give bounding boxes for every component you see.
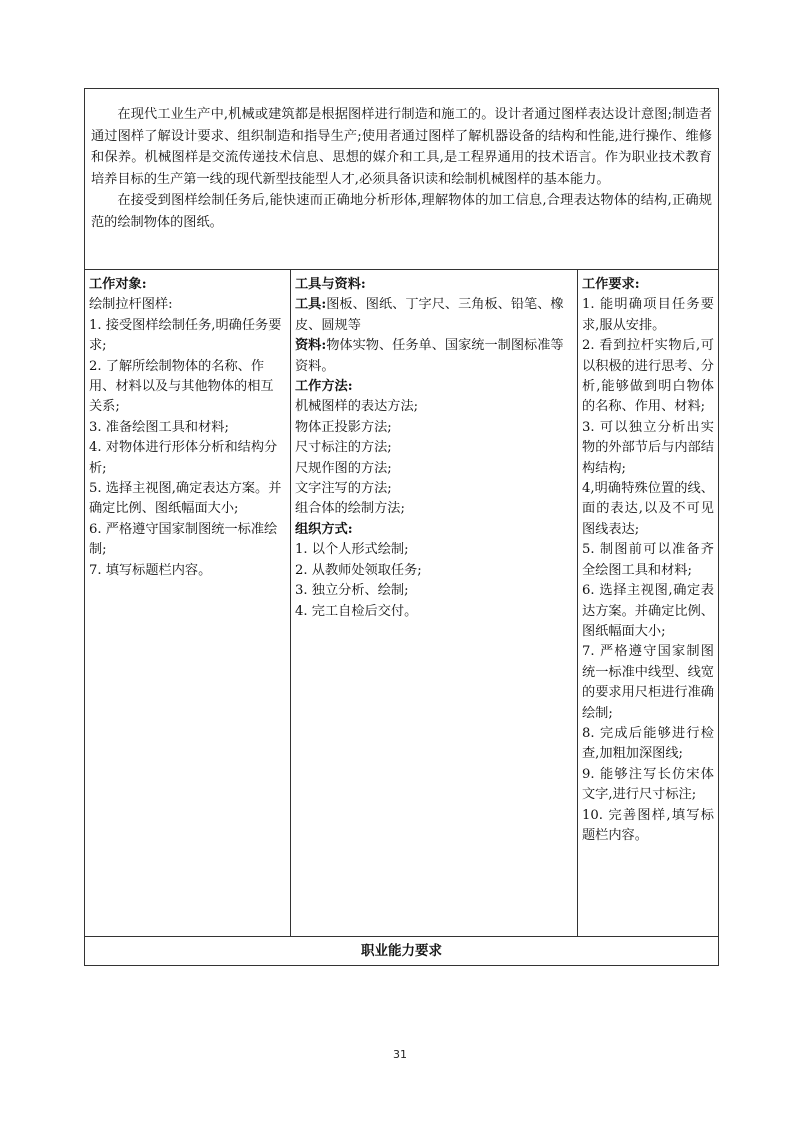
document-table	[84, 88, 719, 966]
competency-requirements-row	[85, 936, 718, 966]
requirement-item: 6. 选择主视图,确定表达方案。并确定比例、图纸幅面大小;	[582, 583, 714, 639]
work-object-line: 7. 填写标题栏内容。	[89, 562, 212, 578]
work-object-line: 6. 严格遵守国家制图统一标准绘制;	[89, 521, 278, 558]
org-item: 3. 独立分析、绘制;	[295, 583, 409, 599]
intro-paragraph-1: 在现代工业生产中,机械或建筑都是根据图样进行制造和施工的。设计者通过图样表达设计意图;制造者通过图样了解设计要求、组织制造和指导生产;使用者通过图样了解机器设备的结构和性能,进行操作、维修和保养。机械图样是交流传递技术信息、思想的媒介和工具,是工程界通用的技术语言。作为职业技术教育培养目标的生产第一线的现代新型技能型人才,必须具备识读和绘制机械图样的基本能力。	[91, 107, 712, 187]
work-object-column	[85, 270, 291, 936]
method-item: 物体正投影方法;	[295, 419, 392, 435]
work-object-line: 绘制拉杆图样:	[89, 297, 173, 313]
requirement-item: 5. 制图前可以准备齐全绘图工具和材料;	[582, 542, 714, 578]
work-object-heading: 工作对象:	[89, 277, 147, 292]
work-object-line: 4. 对物体进行形体分析和结构分析;	[89, 440, 278, 476]
tools-heading: 工具与资料:	[295, 277, 366, 292]
competency-requirements-title: 职业能力要求	[361, 943, 442, 959]
requirement-item: 1. 能明确项目任务要求,服从安排。	[582, 297, 714, 333]
work-object-line: 1. 接受图样绘制任务,明确任务要求;	[89, 317, 282, 354]
work-object-line: 3. 准备绘图工具和材料;	[89, 419, 229, 435]
requirement-item: 3. 可以独立分析出实物的外部节后与内部结构结构;	[582, 419, 714, 476]
tools-line	[295, 295, 573, 336]
materials-line	[295, 336, 573, 377]
org-item: 2. 从教师处领取任务;	[295, 562, 422, 578]
requirement-item: 7. 严格遵守国家制图统一标准中线型、线宽的要求用尺柜进行准确绘制;	[582, 644, 714, 721]
materials-label: 资料:	[295, 338, 327, 354]
methods-heading: 工作方法:	[295, 379, 353, 395]
method-item: 文字注写的方法;	[295, 481, 392, 497]
requirement-item: 10. 完善图样,填写标题栏内容。	[582, 807, 714, 843]
requirement-item: 4,明确特殊位置的线、面的表达,以及不可见图线表达;	[582, 481, 714, 537]
method-item: 机械图样的表达方法;	[295, 399, 419, 415]
requirement-item: 8. 完成后能够进行检查,加粗加深图线;	[582, 725, 714, 762]
method-item: 尺寸标注的方法;	[295, 440, 392, 456]
work-object-line: 2. 了解所绘制物体的名称、作用、材料以及与其他物体的相互关系;	[89, 358, 274, 415]
org-heading: 组织方式:	[295, 521, 353, 537]
org-item: 4. 完工自检后交付。	[295, 603, 418, 619]
method-item: 尺规作图的方法;	[295, 460, 392, 476]
method-item: 组合体的绘制方法;	[295, 501, 405, 517]
requirement-item: 9. 能够注写长仿宋体文字,进行尺寸标注;	[582, 766, 714, 803]
tools-label: 工具:	[295, 297, 327, 313]
work-object-line: 5. 选择主视图,确定表达方案。并确定比例、图纸幅面大小;	[89, 481, 282, 517]
intro-section	[85, 89, 718, 270]
page-number: 31	[393, 1048, 407, 1061]
org-item: 1. 以个人形式绘制;	[295, 542, 409, 558]
intro-paragraph-2: 在接受到图样绘制任务后,能快速而正确地分析形体,理解物体的加工信息,合理表达物体的结构,正确规范的绘制物体的图纸。	[91, 193, 712, 230]
tools-column	[291, 270, 578, 936]
requirements-list	[582, 295, 714, 846]
requirement-item: 2. 看到拉杆实物后,可以积极的进行思考、分析,能够做到明白物体的名称、作用、材料;	[582, 338, 714, 415]
requirements-column	[578, 270, 718, 936]
tools-text: 图板、图纸、丁字尺、三角板、铅笔、橡皮、圆规等	[295, 297, 564, 333]
materials-text: 物体实物、任务单、国家统一制图标准等资料。	[295, 338, 564, 374]
requirements-heading: 工作要求:	[582, 277, 640, 292]
